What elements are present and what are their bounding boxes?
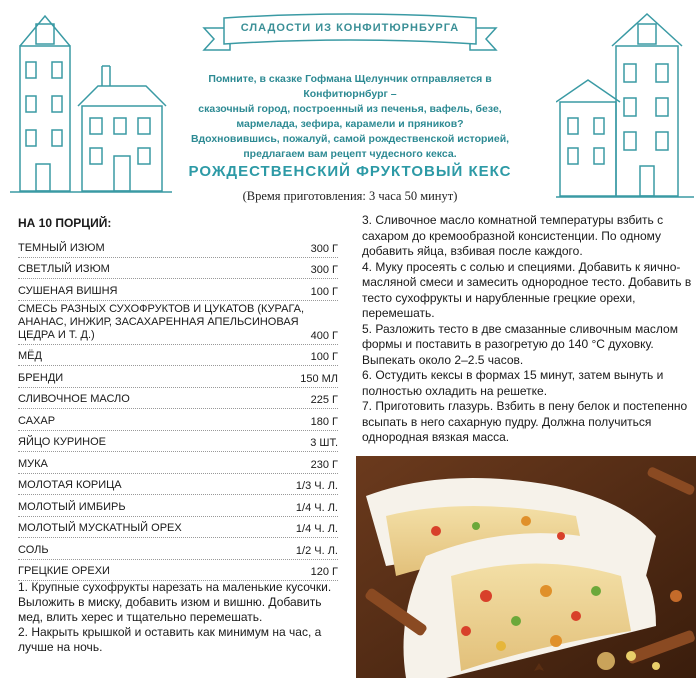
ingredient-amount: 1/2 Ч. Л. — [295, 544, 338, 557]
ingredient-amount: 120 Г — [310, 566, 338, 578]
recipe-step: 7. Приготовить глазурь. Взбить в пену белок и постепенно всыпать в него сахарную пудру. Должна получиться однородная вязкая масса. — [362, 399, 688, 444]
ingredient-name: ГРЕЦКИЕ ОРЕХИ — [18, 565, 110, 577]
ingredient-name: ТЕМНЫЙ ИЗЮМ — [18, 241, 105, 254]
ingredient-amount: 1/3 Ч. Л. — [295, 480, 338, 492]
ingredient-row — [18, 452, 338, 474]
intro-line: мармелада, зефира, карамели и пряников? — [236, 118, 464, 130]
intro-line: Помните, в сказке Гофмана Щелунчик отправляется в Конфитюрнбург – — [208, 73, 492, 100]
ingredient-amount: 100 Г — [310, 285, 338, 298]
portions-heading: НА 10 ПОРЦИЙ: — [18, 216, 112, 230]
ingredient-row — [18, 517, 338, 539]
intro-line: Вдохновившись, пожалуй, самой рождественской историей, — [190, 133, 510, 145]
ingredient-row — [18, 279, 338, 301]
ingredient-name: МОЛОТАЯ КОРИЦА — [18, 479, 122, 491]
houses-illustration-right — [556, 6, 696, 206]
recipe-step: 3. Сливочное масло комнатной температуры взбить с сахаром до кремообразной консистенции. По одному добавить яйца, взбивая после каждого. — [362, 213, 664, 258]
ingredient-row — [18, 474, 338, 496]
ingredient-amount: 100 Г — [310, 351, 338, 363]
ingredient-row — [18, 236, 338, 258]
ingredient-amount: 400 Г — [310, 329, 338, 342]
ingredient-name: СЛИВОЧНОЕ МАСЛО — [18, 393, 130, 405]
ingredient-row — [18, 431, 338, 453]
ingredient-row — [18, 560, 338, 582]
ingredient-amount: 300 Г — [310, 242, 338, 255]
recipe-step: 4. Муку просеять с солью и специями. Добавить к яично-масляной смеси и замесить однородное тесто. Добавить в тесто сухофрукты и нарубленные грецкие орехи, перемешать. — [362, 259, 692, 320]
banner-title: СЛАДОСТИ ИЗ КОНФИТЮРНБУРГА — [240, 22, 460, 34]
ingredient-name: СУШЕНАЯ ВИШНЯ — [18, 284, 118, 297]
ingredient-amount: 225 Г — [310, 394, 338, 406]
ingredient-row — [18, 538, 338, 560]
ingredient-amount: 180 Г — [310, 415, 338, 428]
recipe-step: 1. Крупные сухофрукты нарезать на маленькие кусочки. Выложить в миску, добавить изюм и вишню. Добавить мед, влить херес и тщательно перемешать. — [18, 580, 332, 624]
ingredient-name: МЁД — [18, 350, 42, 362]
ingredient-name: СМЕСЬ РАЗНЫХ СУХОФРУКТОВ И ЦУКАТОВ (КУРАГА, АНАНАС, ИНЖИР, ЗАСАХАРЕННАЯ АПЕЛЬСИНОВАЯ ЦЕДРА И Т. Д.) — [18, 302, 305, 341]
ingredient-amount: 230 Г — [310, 458, 338, 471]
ingredient-row — [18, 258, 338, 280]
steps-right-column — [362, 213, 692, 446]
ingredient-amount: 1/4 Ч. Л. — [295, 523, 338, 535]
ingredient-row — [18, 301, 338, 345]
intro-text — [180, 72, 520, 162]
ingredient-name: МОЛОТЫЙ ИМБИРЬ — [18, 500, 126, 513]
ingredient-row — [18, 345, 338, 367]
ribbon-banner — [200, 12, 500, 56]
ingredient-name: МУКА — [18, 457, 48, 470]
ingredient-row — [18, 495, 338, 517]
ingredient-amount: 150 МЛ — [300, 372, 338, 385]
ingredient-name: ЯЙЦО КУРИНОЕ — [18, 436, 106, 448]
intro-line: сказочный город, построенный из печенья, вафель, безе, — [198, 103, 502, 115]
ingredient-name: СОЛЬ — [18, 543, 49, 556]
recipe-step: 5. Разложить тесто в две смазанные сливочным маслом формы и поставить в разогретую до 140 °С духовку. Выпекать около 2–2.5 часов. — [362, 321, 678, 367]
ingredient-name: МОЛОТЫЙ МУСКАТНЫЙ ОРЕХ — [18, 522, 182, 534]
fruitcake-photo — [356, 456, 696, 678]
prep-time: (Время приготовления: 3 часа 50 минут) — [242, 189, 458, 203]
ingredient-row — [18, 366, 338, 388]
steps-left-column — [18, 580, 348, 655]
ingredient-name: САХАР — [18, 414, 56, 427]
recipe-step: 6. Остудить кексы в формах 15 минут, затем вынуть и полностью охладить на решетке. — [362, 368, 664, 398]
ingredient-amount: 1/4 Ч. Л. — [295, 501, 338, 514]
ingredient-amount: 300 Г — [310, 264, 338, 276]
ingredient-row — [18, 409, 338, 431]
ingredient-row — [18, 388, 338, 410]
ingredient-name: СВЕТЛЫЙ ИЗЮМ — [18, 263, 110, 275]
recipe-title: РОЖДЕСТВЕНСКИЙ ФРУКТОВЫЙ КЕКС — [188, 163, 512, 180]
ingredients-list — [18, 236, 338, 581]
recipe-step: 2. Накрыть крышкой и оставить как минимум на час, а лучше на ночь. — [18, 625, 322, 654]
intro-line: предлагаем вам рецепт чудесного кекса. — [243, 148, 457, 160]
ingredient-name: БРЕНДИ — [18, 371, 64, 384]
ingredient-amount: 3 ШТ. — [310, 437, 338, 449]
